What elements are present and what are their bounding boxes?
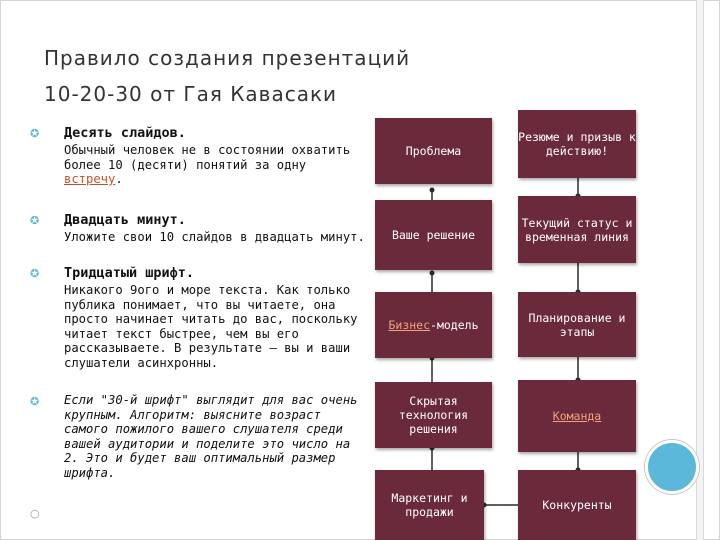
connector-dot (430, 271, 435, 276)
box-problem (375, 118, 492, 184)
bullet-marker-icon: ✪ (30, 267, 40, 280)
title-line-2: 10-20-30 от Гая Кавасаки (44, 82, 338, 106)
bullet-marker-icon: ✪ (30, 395, 40, 408)
box-hidden-technology (375, 382, 492, 448)
box-label: Текущий статус и временная линия (521, 215, 633, 244)
bullet-text: Если "30-й шрифт" выглядит для вас очень крупным. Алгоритм: выясните возраст самого пожилого вашего слушателя среди вашей аудитории и поделите это число на 2. Это и будет ваш оптимальный размер шрифта. (64, 393, 358, 480)
title-line-1: Правило создания презентаций (44, 46, 411, 70)
box-planning (518, 292, 636, 357)
box-your-solution (375, 200, 492, 270)
box-label (388, 318, 478, 332)
meeting-link[interactable]: встречу (64, 172, 116, 186)
box-label: Проблема (405, 144, 462, 158)
bullet-marker-icon: ✪ (30, 127, 40, 140)
box-team (518, 380, 636, 452)
bullet-heading: Десять слайдов. (64, 125, 186, 141)
bullet-marker-icon: ✪ (30, 214, 40, 227)
box-label: Ваше решение (391, 228, 476, 242)
team-link[interactable]: Команда (552, 409, 602, 423)
box-marketing-sales (375, 470, 484, 540)
bullet-text: Уложите свои 10 слайдов в двадцать минут. (64, 230, 365, 244)
bullet-text-part: Обычный человек не в состоянии охватить более 10 (десяти) понятий за одну (64, 143, 351, 172)
box-label-rest: -модель (430, 318, 479, 332)
empty-bullet-marker-icon: ○ (30, 507, 40, 520)
bullet-heading: Тридцатый шрифт. (64, 265, 195, 281)
box-label: Резюме и призыв к действию! (518, 130, 636, 158)
box-label: Планирование и этапы (528, 310, 626, 339)
box-summary-call-to-action (518, 110, 636, 178)
bullet-text: Никакого 9ого и море текста. Как только публика понимает, что вы читаете, она просто начинает читать до вас, поскольку читает текст быстрее, чем вы его рассказываете. В результате — вы и ваши слушатели асинхронны. (64, 283, 358, 370)
box-current-status (518, 196, 636, 263)
box-label: Скрытая технология решения (398, 394, 469, 436)
box-business-model (375, 292, 492, 358)
bullet-heading: Двадцать минут. (64, 212, 186, 228)
box-label: Конкуренты (542, 498, 612, 512)
box-competitors (518, 470, 636, 540)
business-link[interactable]: Бизнес (388, 318, 431, 332)
bullet-text-end: . (115, 172, 123, 186)
connector-dot (430, 188, 435, 193)
box-label: Маркетинг и продажи (391, 491, 468, 519)
